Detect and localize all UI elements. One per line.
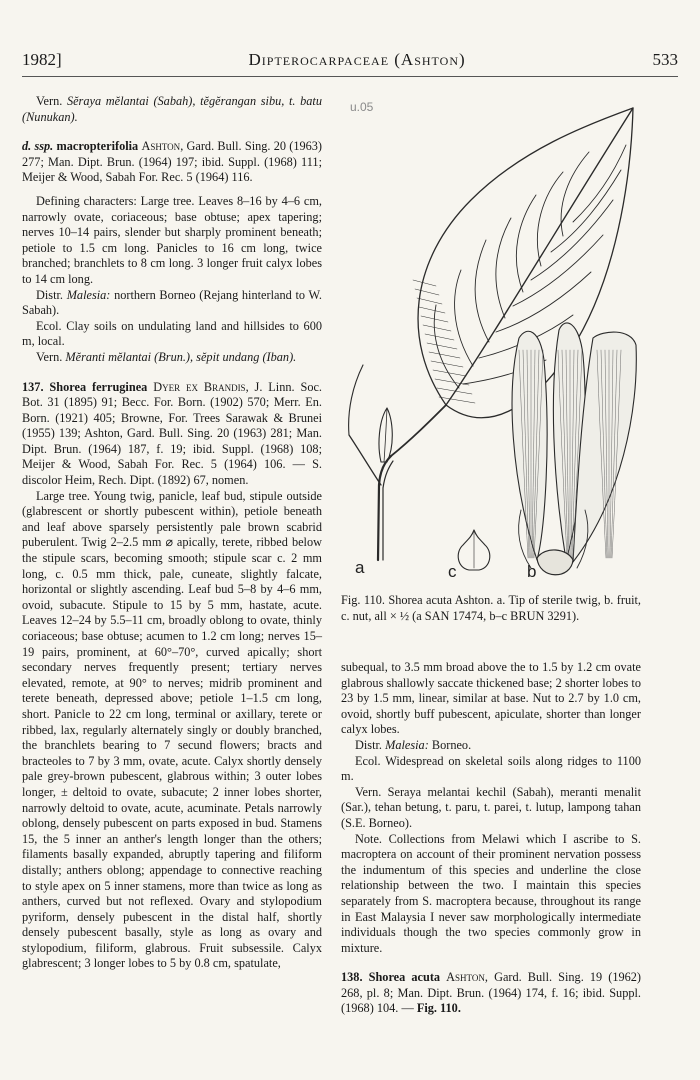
leaf-shading-12 [435, 379, 469, 385]
ssp-vernacular [22, 350, 322, 366]
leaf-nerve-left-5 [516, 195, 536, 292]
leaf-nerve-right-3 [496, 272, 591, 332]
pencil-annotation: u.05 [350, 100, 374, 114]
distr-label: Distr. [355, 737, 382, 752]
ssp-name: macropterifolia [56, 139, 139, 154]
leaf-shading-4 [419, 307, 445, 313]
header-rule [22, 76, 678, 77]
vern-label: Vern. [36, 94, 63, 108]
leaf-shading-6 [423, 325, 451, 331]
distr-text: northern Borneo (Rejang hinterland to W. Sabah). [22, 287, 323, 318]
running-header [22, 50, 678, 74]
distr-text: Borneo. [431, 737, 472, 752]
species-137-heading [22, 380, 322, 489]
species-author: Ashton [446, 970, 485, 985]
ssp-author: Ashton [141, 139, 181, 154]
leaf-nerve-left-6 [537, 172, 563, 266]
ssp-defining-characters: Defining characters: Large tree. Leaves 8–16 by 4–6 cm, narrowly ovate, coriaceous; base obtuse; apex tapering; nerves 10–14 pairs, slender but sharply prominent beneath; petiole to 1.5 cm long. Panicles to 16 cm long, twice branched; branchlets to 8 cm long. 3 longer fruit calyx lobes to 14 cm long. [22, 193, 322, 286]
vern-label: Vern. [36, 349, 63, 364]
petiole [391, 405, 446, 456]
species-author: Dyer ex Brandis [153, 379, 246, 394]
species-number: 138. [341, 970, 363, 985]
distr-region: Malesia: [385, 737, 429, 752]
fruit-base [537, 550, 573, 575]
ssp-distribution [22, 288, 322, 319]
leaf-bud-midline [384, 408, 387, 462]
figure-110 [341, 90, 641, 595]
figure-reference: Fig. 110. [416, 1001, 461, 1016]
twig-stem-outline [383, 461, 393, 560]
leaf-shading-7 [425, 334, 454, 340]
label-b: b [527, 562, 537, 581]
description-continuation: subequal, to 3.5 mm broad above the to 1.5 by 1.2 cm ovate glabrous shallowly saccate thickened base; 2 shorter lobes to 23 by 1.5 mm, linear, similar at base. Nut to 2.7 by 1.0 cm, ovoid, shortly buff pubescent, apiculate, shorter than longer calyx lobes. [341, 660, 641, 737]
figure-caption: Fig. 110. Shorea acuta Ashton. a. Tip of sterile twig, b. fruit, c. nut, all × ½ (a SAN 17474, b–c BRUN 3291). [341, 593, 641, 623]
vern-paragraph [22, 94, 322, 125]
vern-text: Sĕraya mĕlantai (Sabah), tĕgĕrangan sibu, t. batu (Nunukan). [22, 94, 322, 124]
leaf-nerve-right-4 [513, 235, 603, 306]
leaf-shading-10 [431, 361, 463, 367]
leaf-nerve-right-7 [573, 145, 626, 222]
label-c: c [448, 562, 457, 581]
page-number: 533 [652, 50, 678, 69]
volume-year: 1982] [22, 50, 62, 69]
right-column [341, 660, 641, 1017]
botanical-illustration [341, 90, 641, 595]
side-branch [349, 435, 381, 485]
species-citation: , Gard. Bull. Sing. 19 (1962) 268, pl. 8; Man. Dipt. Brun. (1964) 174, f. 16; ibid. Suppl. (1968) 104. — [341, 970, 642, 1016]
species-citation: , J. Linn. Soc. Bot. 31 (1895) 91; Becc. For. Born. (1902) 570; Merr. En. Born. (1921) 405; Browne, For. Trees Sarawak & Brunei (1955) 139; Ashton, Gard. Bull. Sing. 20 (1963) 281; Man. Dipt. Brun. (1964) 187, f. 19; ibid. Suppl. (1968) 108; Meijer & Wood, Sabah For. Rec. 5 (1964) 106. — S. discolor Heim, Rech. Dipt. (1892) 67, nomen. [22, 379, 323, 488]
ssp-label: d. ssp. [22, 139, 54, 154]
label-a: a [355, 558, 365, 577]
species-number: 137. [22, 379, 44, 394]
leaf-shading-1 [413, 280, 436, 286]
leaf-nerve-left-3 [475, 240, 489, 342]
distribution [341, 738, 641, 754]
ssp-heading [22, 139, 322, 186]
species-137-description: Large tree. Young twig, panicle, leaf bud, stipule outside (glabrescent or shortly pubescent within), petiole beneath and leaf above sparsely persistently pale brown scabrid puberulent. Twig 2–2.5 mm ⌀ apically, terete, ribbed below the stipule scars, becoming smooth; stipule scar c. 2 mm long, c. 0.5 mm thick, pale, cuneate, slightly falcate, horizontal or slightly ascending. Leaf bud 5–8 by 4–6 mm, ovoid, subacute. Stipule to 15 by 5 mm, hastate, acute. Leaves 12–24 by 5.5–11 cm, broadly oblong to ovate, thinly coriaceous; base obtuse; acumen to 1.2 cm long; nerves 15–19 pairs, prominent, at 60°–70°, curved apically; short secondary nerves frequently present; tertiary nerves elevated, remote, at 90° to nerves; midrib prominent and terete beneath, depressed above; petiole 1–1.5 cm long, short. Panicle to 22 cm long, terminal or axillary, terete or ribbed, lax, regularly alternately singly or doubly branched, the branchlets bearing to 7 secund flowers; bracts and bracteoles to 7 by 3 mm, ovate, acute. Calyx shortly densely pale grey-brown pubescent, glabrous within; 3 outer lobes longer, ± deltoid to ovate, subacute; 2 inner lobes shorter, narrowly deltoid to ovate, acute, acuminate. Petals narrowly oblong, densely pubescent on parts exposed in bud. Stamens 15, the 5 inner an anther's length longer than the others; filaments basally expanded, abruptly tapering and filiform distally; anthers oblong; appendage to connective reaching to style apex on 5 inner stamens, more than twice as long as anthers, curved but not reflexed. Ovary and stylopodium pyriform, densely pubescent in the distal half, shortly densely pubescent basally, style as long as ovary and stylopodium, filiform, glabrous. Fruit subsessile. Calyx glabrescent; 3 longer lobes to 5 by 0.8 cm, spatulate, [22, 488, 322, 971]
distr-region: Malesia: [66, 287, 111, 302]
left-column [22, 94, 322, 972]
vern-text: Mĕranti mĕlantai (Brun.), sĕpit undang (Iban). [65, 349, 297, 364]
distr-label: Distr. [36, 287, 63, 302]
running-title: Dipterocarpaceae (Ashton) [248, 50, 466, 69]
species-138-heading [341, 970, 641, 1017]
leaf-nerve-right-5 [531, 200, 613, 280]
leaf-shading-2 [415, 289, 439, 295]
leaf-nerve-left-4 [496, 218, 511, 318]
leaf-nerve-left-7 [561, 152, 589, 236]
species-name: Shorea acuta [368, 970, 441, 985]
twig-stem [378, 456, 391, 560]
species-name: Shorea ferruginea [49, 379, 148, 394]
vernacular: Vern. Seraya melantai kechil (Sabah), meranti menalit (Sar.), tehan betung, t. paru, t. parei, t. lutup, lampong tahan (S.E. Borneo). [341, 784, 641, 830]
note: Note. Collections from Melawi which I ascribe to S. macroptera on account of their prominent nervation possess the indumentum of this species and underline the close relationship between the two. I maintain this species separately from S. macroptera because, throughout its range in East Malaysia I never saw morphologically intermediate individuals though the two species commonly grow in mixture. [341, 831, 641, 955]
leaf-shading-3 [417, 298, 442, 304]
leaf-shading-8 [427, 343, 457, 349]
ssp-ecology: Ecol. Clay soils on undulating land and hillsides to 600 m, local. [22, 318, 322, 349]
leaf-nerve-left-2 [455, 270, 473, 366]
stipule-left [349, 365, 363, 435]
leaf-shading-9 [429, 352, 460, 358]
ssp-citation: , Gard. Bull. Sing. 20 (1963) 277; Man. Dipt. Brun. (1964) 197; ibid. Suppl. (1968) 111; Meijer & Wood, Sabah For. Rec. 5 (1964) 116. [22, 139, 323, 185]
ecology: Ecol. Widespread on skeletal soils along ridges to 1100 m. [341, 753, 641, 784]
